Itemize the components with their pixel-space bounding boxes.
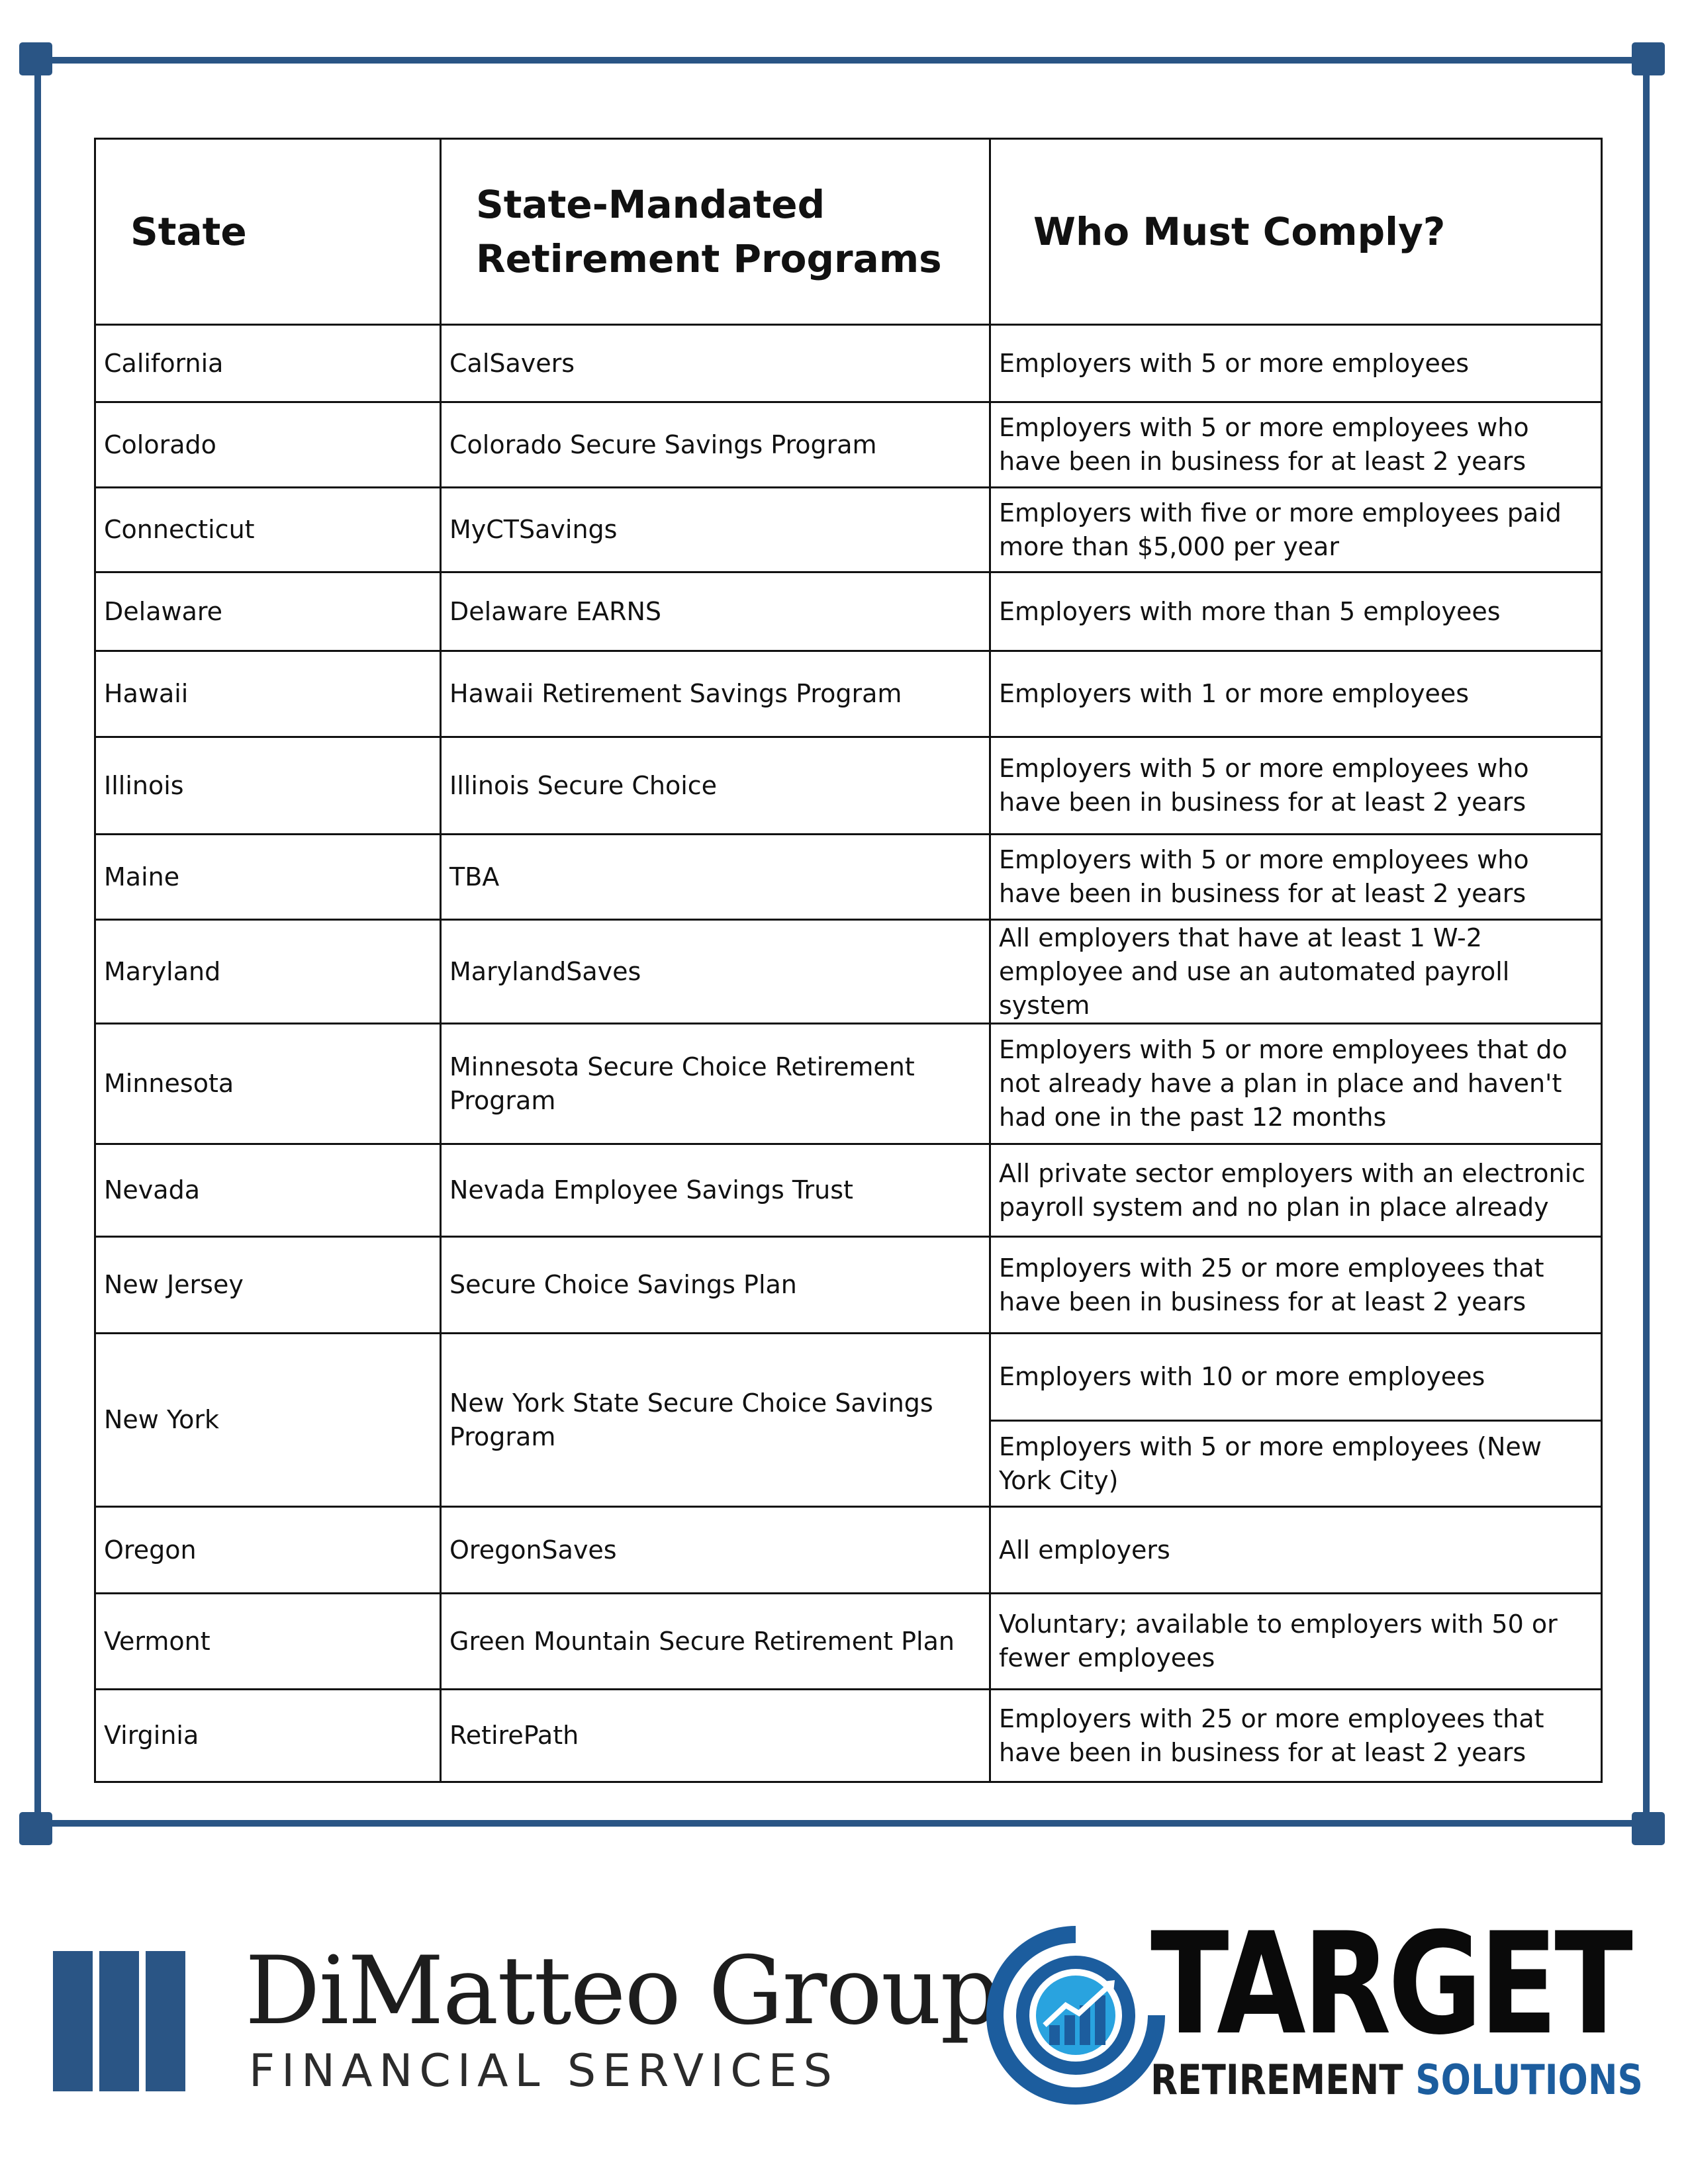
table-row bbox=[95, 1237, 1602, 1334]
who-cell: Employers with five or more employees paid more than $5,000 per year bbox=[990, 488, 1602, 572]
target-subtitle bbox=[1150, 2056, 1643, 2104]
state-cell: Vermont bbox=[95, 1594, 441, 1690]
program-cell: Hawaii Retirement Savings Program bbox=[441, 651, 990, 737]
program-cell: Colorado Secure Savings Program bbox=[441, 402, 990, 488]
frame-corner bbox=[19, 42, 52, 75]
state-cell: Minnesota bbox=[95, 1024, 441, 1144]
header-program-line2: Retirement Programs bbox=[476, 236, 942, 281]
frame-corner bbox=[1632, 42, 1665, 75]
target-subtitle-retirement: RETIREMENT bbox=[1150, 2056, 1416, 2104]
who-cell: Employers with 25 or more employees that have been in business for at least 2 years bbox=[990, 1690, 1602, 1782]
program-cell: TBA bbox=[441, 835, 990, 920]
target-word: TARGET bbox=[1150, 1902, 1630, 2066]
table-row bbox=[95, 488, 1602, 572]
who-cell: All employers that have at least 1 W-2 employee and use an automated payroll system bbox=[990, 920, 1602, 1024]
program-cell: Green Mountain Secure Retirement Plan bbox=[441, 1594, 990, 1690]
dimatteo-subtitle: FINANCIAL SERVICES bbox=[249, 2045, 839, 2097]
target-subtitle-solutions: SOLUTIONS bbox=[1415, 2056, 1643, 2104]
program-cell: CalSavers bbox=[441, 325, 990, 402]
program-cell: New York State Secure Choice Savings Program bbox=[441, 1334, 990, 1507]
table-row bbox=[95, 1024, 1602, 1144]
program-cell: Illinois Secure Choice bbox=[441, 737, 990, 835]
who-cell: Employers with 5 or more employees who have been in business for at least 2 years bbox=[990, 835, 1602, 920]
who-cell: Employers with 1 or more employees bbox=[990, 651, 1602, 737]
state-cell: Virginia bbox=[95, 1690, 441, 1782]
state-cell: Delaware bbox=[95, 572, 441, 651]
header-program bbox=[441, 139, 990, 325]
table-row bbox=[95, 402, 1602, 488]
state-cell: Maine bbox=[95, 835, 441, 920]
table-row bbox=[95, 1690, 1602, 1782]
program-cell: Delaware EARNS bbox=[441, 572, 990, 651]
header-state: State bbox=[95, 139, 441, 325]
state-cell: Oregon bbox=[95, 1507, 441, 1594]
who-cell: Employers with 5 or more employees that do not already have a plan in place and haven't had one in the past 12 months bbox=[990, 1024, 1602, 1144]
frame-corner bbox=[1632, 1812, 1665, 1845]
who-cell: Employers with 5 or more employees (New York City) bbox=[990, 1421, 1602, 1507]
table-header-row bbox=[95, 139, 1602, 325]
state-cell: Illinois bbox=[95, 737, 441, 835]
table-row bbox=[95, 1507, 1602, 1594]
dimatteo-bars-icon bbox=[53, 1951, 192, 2091]
state-cell: Colorado bbox=[95, 402, 441, 488]
frame-corner bbox=[19, 1812, 52, 1845]
state-cell: Connecticut bbox=[95, 488, 441, 572]
retirement-programs-table bbox=[94, 138, 1603, 1783]
dimatteo-name: DiMatteo Group bbox=[245, 1936, 1000, 2046]
table-row bbox=[95, 920, 1602, 1024]
who-cell: Employers with 5 or more employees who have been in business for at least 2 years bbox=[990, 402, 1602, 488]
state-cell: New Jersey bbox=[95, 1237, 441, 1334]
who-cell: Employers with 5 or more employees bbox=[990, 325, 1602, 402]
program-cell: Nevada Employee Savings Trust bbox=[441, 1144, 990, 1237]
dimatteo-group-logo bbox=[53, 1936, 1000, 2105]
table-row bbox=[95, 1334, 1602, 1421]
header-who-must-comply: Who Must Comply? bbox=[990, 139, 1602, 325]
who-cell: Employers with 10 or more employees bbox=[990, 1334, 1602, 1421]
table-row bbox=[95, 651, 1602, 737]
who-cell: Employers with 25 or more employees that have been in business for at least 2 years bbox=[990, 1237, 1602, 1334]
state-cell: Nevada bbox=[95, 1144, 441, 1237]
state-cell: California bbox=[95, 325, 441, 402]
state-cell: Maryland bbox=[95, 920, 441, 1024]
who-cell: Voluntary; available to employers with 50 or fewer employees bbox=[990, 1594, 1602, 1690]
who-cell: Employers with 5 or more employees who have been in business for at least 2 years bbox=[990, 737, 1602, 835]
table-row bbox=[95, 737, 1602, 835]
program-cell: RetirePath bbox=[441, 1690, 990, 1782]
who-cell: All employers bbox=[990, 1507, 1602, 1594]
who-cell: All private sector employers with an electronic payroll system and no plan in place already bbox=[990, 1144, 1602, 1237]
target-bullseye-icon bbox=[986, 1926, 1165, 2105]
program-cell: OregonSaves bbox=[441, 1507, 990, 1594]
program-cell: MyCTSavings bbox=[441, 488, 990, 572]
table-row bbox=[95, 835, 1602, 920]
table-row bbox=[95, 1594, 1602, 1690]
table-row bbox=[95, 325, 1602, 402]
who-cell: Employers with more than 5 employees bbox=[990, 572, 1602, 651]
header-program-line1: State-Mandated bbox=[476, 182, 825, 227]
program-cell: Minnesota Secure Choice Retirement Program bbox=[441, 1024, 990, 1144]
table-row bbox=[95, 1144, 1602, 1237]
state-cell: New York bbox=[95, 1334, 441, 1507]
program-cell: Secure Choice Savings Plan bbox=[441, 1237, 990, 1334]
table-row bbox=[95, 572, 1602, 651]
program-cell: MarylandSaves bbox=[441, 920, 990, 1024]
target-retirement-logo bbox=[986, 1902, 1648, 2105]
state-cell: Hawaii bbox=[95, 651, 441, 737]
